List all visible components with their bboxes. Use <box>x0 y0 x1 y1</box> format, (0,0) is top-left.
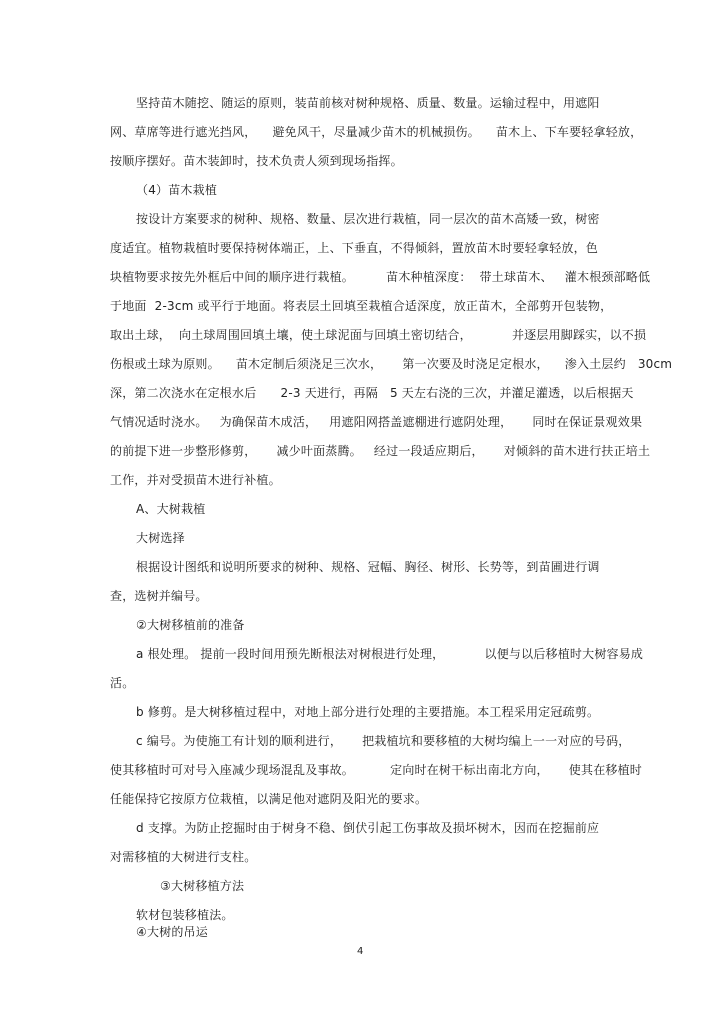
text-line: b 修剪。是大树移植过程中，对地上部分进行处理的主要措施。本工程采用定冠疏剪。 <box>136 705 600 719</box>
text-line: 伤根或土球为原则。 苗木定制后须浇足三次水， 第一次要及时浇足定根水， 渗入土层约 30cm <box>110 357 673 371</box>
text-line: 对需移植的大树进行支柱。 <box>110 850 257 864</box>
text-line: 按顺序摆好。苗木装卸时，技术负责人须到现场指挥。 <box>110 154 403 168</box>
text-line: 工作，并对受损苗木进行补植。 <box>110 473 281 487</box>
text-line: d 支撑。为防止挖掘时由于树身不稳、倒伏引起工伤事故及损坏树木，因而在挖掘前应 <box>136 821 600 835</box>
text-line: a 根处理。 提前一段时间用预先断根法对树根进行处理， 以便与以后移植时大树容易成 <box>136 647 644 661</box>
subsection-heading: ②大树移植前的准备 <box>136 618 245 632</box>
text-line: 使其移植时可对号入座减少现场混乱及事故。 定向时在树干标出南北方向， 使其在移植时 <box>110 763 643 777</box>
text-line: 的前提下进一步整形修剪， 减少叶面蒸腾。 经过一段适应期后， 对倾斜的苗木进行扶正培土 <box>110 444 651 458</box>
section-heading: A、大树栽植 <box>136 502 206 516</box>
text-line: 取出土球， 向土球周围回填土壤，使土球泥面与回填土密切结合， 并逐层用脚踩实，以不损 <box>110 328 647 342</box>
text-line: 任能保持它按原方位栽植，以满足他对遮阴及阳光的要求。 <box>110 792 428 806</box>
text-line: 度适宜。植物栽植时要保持树体端正，上、下垂直，不得倾斜，置放苗木时要轻拿轻放，色 <box>110 241 599 255</box>
section-heading: （4）苗木栽植 <box>136 183 218 197</box>
text-line: 气情况适时浇水。 为确保苗木成活， 用遮阳网搭盖遮棚进行遮阴处理， 同时在保证景观效果 <box>110 415 643 429</box>
text-line: 坚持苗木随挖、随运的原则，装苗前核对树种规格、质量、数量。运输过程中，用遮阳 <box>136 96 600 110</box>
text-line: 于地面 2-3cm 或平行于地面。将表层土回填至栽植合适深度，放正苗木，全部剪开包装物， <box>110 299 613 313</box>
page-number: 4 <box>357 946 364 957</box>
text-line: 查，选树并编号。 <box>110 589 208 603</box>
subsection-heading: ③大树移植方法 <box>160 879 245 893</box>
text-line: 软材包装移植法。 <box>136 908 234 922</box>
text-line: 根据设计图纸和说明所要求的树种、规格、冠幅、胸径、树形、长势等，到苗圃进行调 <box>136 560 600 574</box>
text-line: 块植物要求按先外框后中间的顺序进行栽植。 苗木种植深度： 带土球苗木、 灌木根颈部略低 <box>110 270 651 284</box>
subsection-heading: ④大树的吊运 <box>136 925 208 939</box>
text-line: 活。 <box>110 676 135 690</box>
text-line: 按设计方案要求的树种、规格、数量、层次进行栽植，同一层次的苗木高矮一致，树密 <box>136 212 600 226</box>
text-line: c 编号。为使施工有计划的顺利进行， 把栽植坑和要移植的大树均编上一一对应的号码， <box>136 734 631 748</box>
text-line: 深，第二次浇水在定根水后 2-3 天进行，再隔 5 天左右浇的三次，并灌足灌透，以后根据天 <box>110 386 634 400</box>
subsection-heading: 大树选择 <box>136 531 185 545</box>
text-line: 网、草席等进行遮光挡风， 避免风干，尽量减少苗木的机械损伤。 苗木上、下车要轻拿轻放， <box>110 125 643 139</box>
